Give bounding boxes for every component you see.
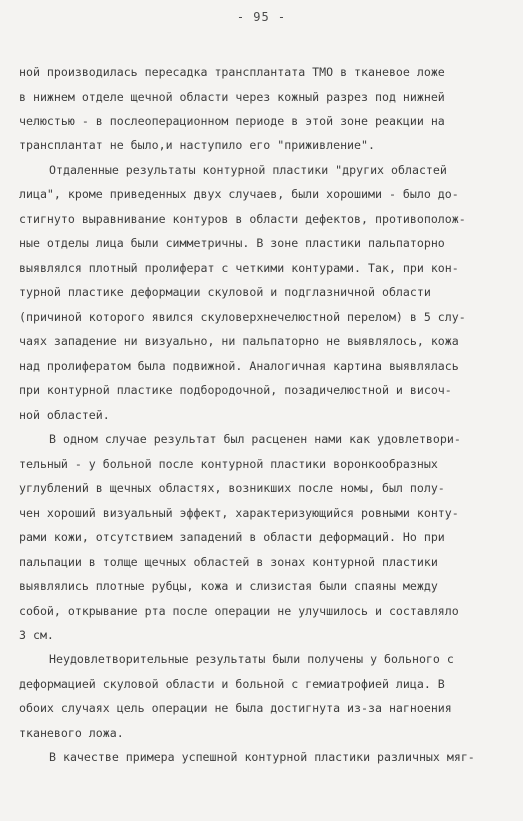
- text-line: в нижнем отделе щечной области через кожный разрез под нижней: [19, 90, 445, 104]
- text-line: пальпации в толще щечных областей в зонах контурной пластики: [19, 555, 438, 569]
- text-line: ной производилась пересадка трансплантата ТМО в тканевое ложе: [19, 65, 445, 79]
- text-line: при контурной пластике подбородочной, позадичелюстной и височ-: [19, 383, 452, 397]
- paragraph-first-line: Неудовлетворительные результаты были получены у больного с: [49, 652, 454, 666]
- text-line: лица", кроме приведенных двух случаев, были хорошими - было до-: [19, 187, 459, 201]
- page-number: - 95 -: [236, 10, 287, 24]
- text-line: ной областей.: [19, 408, 110, 422]
- text-line: челюстью - в послеоперационном периоде в этой зоне реакции на: [19, 114, 445, 128]
- text-line: турной пластике деформации скуловой и подглазничной области: [19, 285, 431, 299]
- text-line: обоих случаях цель операции не была достигнута из-за нагноения: [19, 701, 452, 715]
- text-line: рами кожи, отсутствием западений в области деформаций. Но при: [19, 530, 445, 544]
- text-line: трансплантат не было,и наступило его "приживление".: [19, 138, 375, 152]
- text-line: деформацией скуловой области и больной с гемиатрофией лица. В: [19, 677, 445, 691]
- text-line: 3 см.: [19, 628, 54, 642]
- text-line: (причиной которого явился скуловерхнечелюстной перелом) в 5 слу-: [19, 310, 466, 324]
- text-line: чаях западение ни визуально, ни пальпаторно не выявлялось, кожа: [19, 334, 459, 348]
- text-line: выявлялись плотные рубцы, кожа и слизистая были спаяны между: [19, 579, 438, 593]
- text-line: тканевого ложа.: [19, 726, 124, 740]
- text-line: собой, открывание рта после операции не улучшилось и составляло: [19, 604, 459, 618]
- text-line: над пролифератом была подвижной. Аналогичная картина выявлялась: [19, 359, 459, 373]
- paragraph-first-line: Отдаленные результаты контурной пластики "других областей: [49, 163, 447, 177]
- paragraph-first-line: В качестве примера успешной контурной пластики различных мяг-: [49, 750, 475, 764]
- paragraph-first-line: В одном случае результат был расценен нами как удовлетвори-: [49, 432, 461, 446]
- text-line: чен хороший визуальный эффект, характеризующийся ровными конту-: [19, 506, 459, 520]
- text-line: углублений в щечных областях, возникших после номы, был полу-: [19, 481, 445, 495]
- text-line: тельный - у больной после контурной пластики воронкообразных: [19, 457, 438, 471]
- text-line: ные отделы лица были симметричны. В зоне пластики пальпаторно: [19, 236, 445, 250]
- text-line: выявлялся плотный пролиферат с четкими контурами. Так, при кон-: [19, 261, 459, 275]
- text-line: стигнуто выравнивание контуров в области дефектов, противополож-: [19, 212, 466, 226]
